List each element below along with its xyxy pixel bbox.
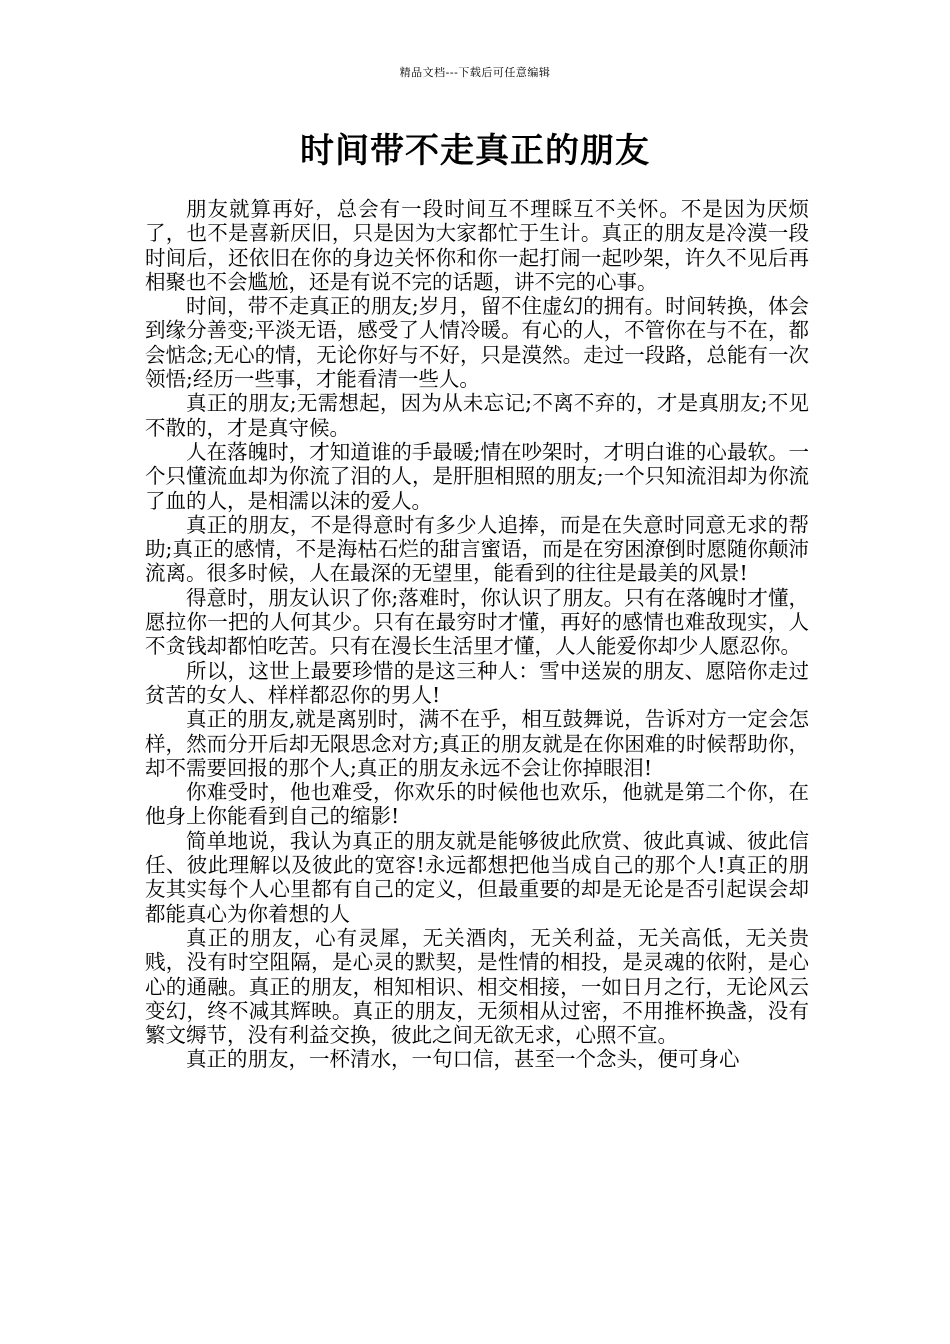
paragraph: 真正的朋友，不是得意时有多少人追捧，而是在失意时同意无求的帮助;真正的感情，不是海枯石烂的甜言蜜语，而是在穷困潦倒时愿随你颠沛流离。很多时候，人在最深的无望里，能看到的往往是最美的风景! [145,512,809,586]
paragraph: 朋友就算再好，总会有一段时间互不理睬互不关怀。不是因为厌烦了，也不是喜新厌旧，只是因为大家都忙于生计。真正的朋友是冷漠一段时间后，还依旧在你的身边关怀你和你一起打闹一起吵架，许久不见后再相聚也不会尴尬，还是有说不完的话题，讲不完的心事。 [145,197,809,294]
paragraph: 你难受时，他也难受，你欢乐的时候他也欢乐，他就是第二个你，在他身上你能看到自己的缩影! [145,780,809,829]
header-note: 精品文档---下载后可任意编辑 [399,66,551,79]
document-body [145,197,809,1072]
paragraph: 真正的朋友，心有灵犀，无关酒肉，无关利益，无关高低，无关贵贱，没有时空阻隔，是心灵的默契，是性情的相投，是灵魂的依附，是心心的通融。真正的朋友，相知相识、相交相接，一如日月之行，无论风云变幻，终不减其辉映。真正的朋友，无须相从过密，不用推杯换盏，没有繁文缛节，没有利益交换，彼此之间无欲无求，心照不宣。 [145,925,809,1048]
paragraph: 得意时，朋友认识了你;落难时，你认识了朋友。只有在落魄时才懂，愿拉你一把的人何其少。只有在最穷时才懂，再好的感情也难敌现实，人不贪钱却都怕吃苦。只有在漫长生活里才懂，人人能爱你却少人愿忍你。 [145,585,809,659]
document-title: 时间带不走真正的朋友 [300,131,650,171]
paragraph: 人在落魄时，才知道谁的手最暖;情在吵架时，才明白谁的心最软。一个只懂流血却为你流了泪的人，是肝胆相照的朋友;一个只知流泪却为你流了血的人，是相濡以沫的爱人。 [145,439,809,513]
paragraph: 简单地说，我认为真正的朋友就是能够彼此欣赏、彼此真诚、彼此信任、彼此理解以及彼此的宽容!永远都想把他当成自己的那个人!真正的朋友其实每个人心里都有自己的定义，但最重要的却是无论是否引起误会却都能真心为你着想的人 [145,828,809,926]
paragraph: 真正的朋友,就是离别时，满不在乎，相互鼓舞说，告诉对方一定会怎样，然而分开后却无限思念对方;真正的朋友就是在你困难的时候帮助你，却不需要回报的那个人;真正的朋友永远不会让你掉眼泪! [145,707,809,780]
paragraph: 时间，带不走真正的朋友;岁月，留不住虚幻的拥有。时间转换，体会到缘分善变;平淡无语，感受了人情冷暖。有心的人，不管你在与不在，都会惦念;无心的情，无论你好与不好，只是漠然。走过一段路，总能有一次领悟;经历一些事，才能看清一些人。 [145,294,809,392]
paragraph: 真正的朋友;无需想起，因为从未忘记;不离不弃的，才是真朋友;不见不散的，才是真守候。 [145,391,809,440]
paragraph: 真正的朋友，一杯清水，一句口信，甚至一个念头，便可身心 [186,1047,740,1072]
paragraph: 所以，这世上最要珍惜的是这三种人：雪中送炭的朋友、愿陪你走过贫苦的女人、样样都忍你的男人! [145,658,809,707]
